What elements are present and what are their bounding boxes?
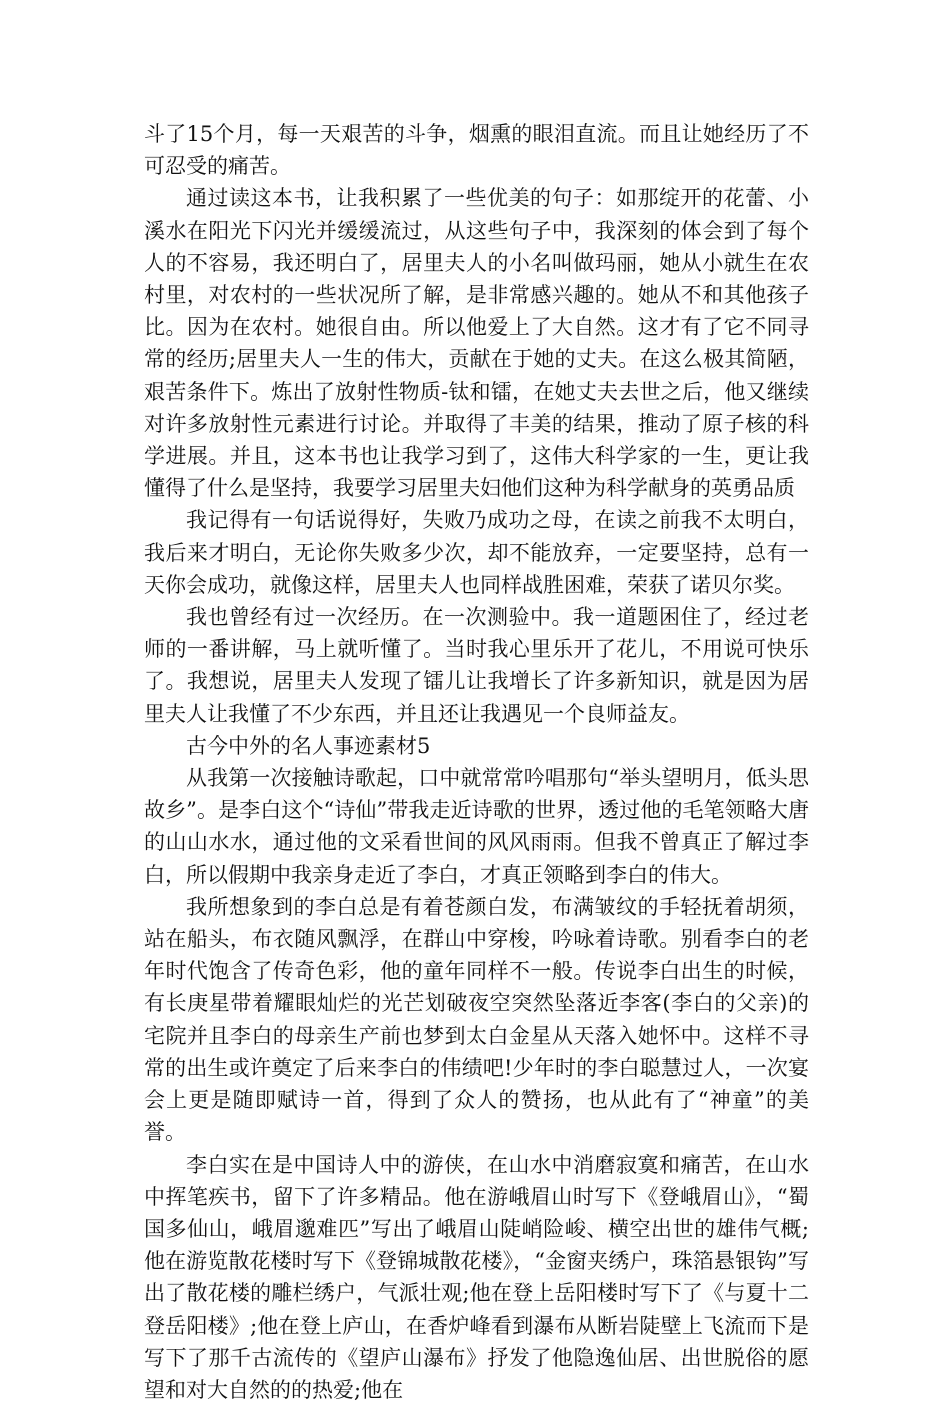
paragraph-3: 我记得有一句话说得好，失败乃成功之母，在读之前我不太明白，我后来才明白，无论你失败多少次，却不能放弃，一定要坚持，总有一天你会成功，就像这样，居里夫人也同样战胜困难，荣获了诺贝尔奖。	[144, 504, 809, 601]
paragraph-6: 我所想象到的李白总是有着苍颜白发，布满皱纹的手轻抚着胡须，站在船头，布衣随风飘浮，在群山中穿梭，吟咏着诗歌。别看李白的老年时代饱含了传奇色彩，他的童年同样不一般。传说李白出生的时候，有长庚星带着耀眼灿烂的光芒划破夜空突然坠落近李客(李白的父亲)的宅院并且李白的母亲生产前也梦到太白金星从天落入她怀中。这样不寻常的出生或许奠定了后来李白的伟绩吧!少年时的李白聪慧过人，一次宴会上更是随即赋诗一首，得到了众人的赞扬，也从此有了“神童”的美誉。	[144, 891, 809, 1149]
paragraph-7: 李白实在是中国诗人中的游侠，在山水中消磨寂寞和痛苦，在山水中挥笔疾书，留下了许多精品。他在游峨眉山时写下《登峨眉山》，“蜀国多仙山，峨眉邈难匹”写出了峨眉山陡峭险峻、横空出世的雄伟气概;他在游览散花楼时写下《登锦城散花楼》，“金窗夹绣户，珠箔悬银钩”写出了散花楼的雕栏绣户，气派壮观;他在登上岳阳楼时写下了《与夏十二登岳阳楼》;他在登上庐山，在香炉峰看到瀑布从断岩陡壁上飞流而下是写下了那千古流传的《望庐山瀑布》抒发了他隐逸仙居、出世脱俗的愿望和对大自然的的热爱;他在	[144, 1149, 809, 1406]
section-heading: 古今中外的名人事迹素材5	[144, 730, 809, 762]
paragraph-5: 从我第一次接触诗歌起，口中就常常吟唱那句“举头望明月，低头思故乡”。是李白这个“诗仙”带我走近诗歌的世界，透过他的毛笔领略大唐的山山水水，通过他的文采看世间的风风雨雨。但我不曾真正了解过李白，所以假期中我亲身走近了李白，才真正领略到李白的伟大。	[144, 762, 809, 891]
paragraph-2: 通过读这本书，让我积累了一些优美的句子：如那绽开的花蕾、小溪水在阳光下闪光并缓缓流过，从这些句子中，我深刻的体会到了每个人的不容易，我还明白了，居里夫人的小名叫做玛丽，她从小就生在农村里，对农村的一些状况所了解，是非常感兴趣的。她从不和其他孩子比。因为在农村。她很自由。所以他爱上了大自然。这才有了它不同寻常的经历;居里夫人一生的伟大，贡献在于她的丈夫。在这么极其简陋，艰苦条件下。炼出了放射性物质-钛和镭，在她丈夫去世之后，他又继续对许多放射性元素进行讨论。并取得了丰美的结果，推动了原子核的科学进展。并且，这本书也让我学习到了，这伟大科学家的一生，更让我懂得了什么是坚持，我要学习居里夫妇他们这种为科学献身的英勇品质	[144, 182, 809, 504]
paragraph-1: 斗了15个月，每一天艰苦的斗争，烟熏的眼泪直流。而且让她经历了不可忍受的痛苦。	[144, 118, 809, 182]
paragraph-4: 我也曾经有过一次经历。在一次测验中。我一道题困住了，经过老师的一番讲解，马上就听懂了。当时我心里乐开了花儿，不用说可快乐了。我想说，居里夫人发现了镭儿让我增长了许多新知识，就是因为居里夫人让我懂了不少东西，并且还让我遇见一个良师益友。	[144, 601, 809, 730]
document-body	[144, 118, 809, 1406]
